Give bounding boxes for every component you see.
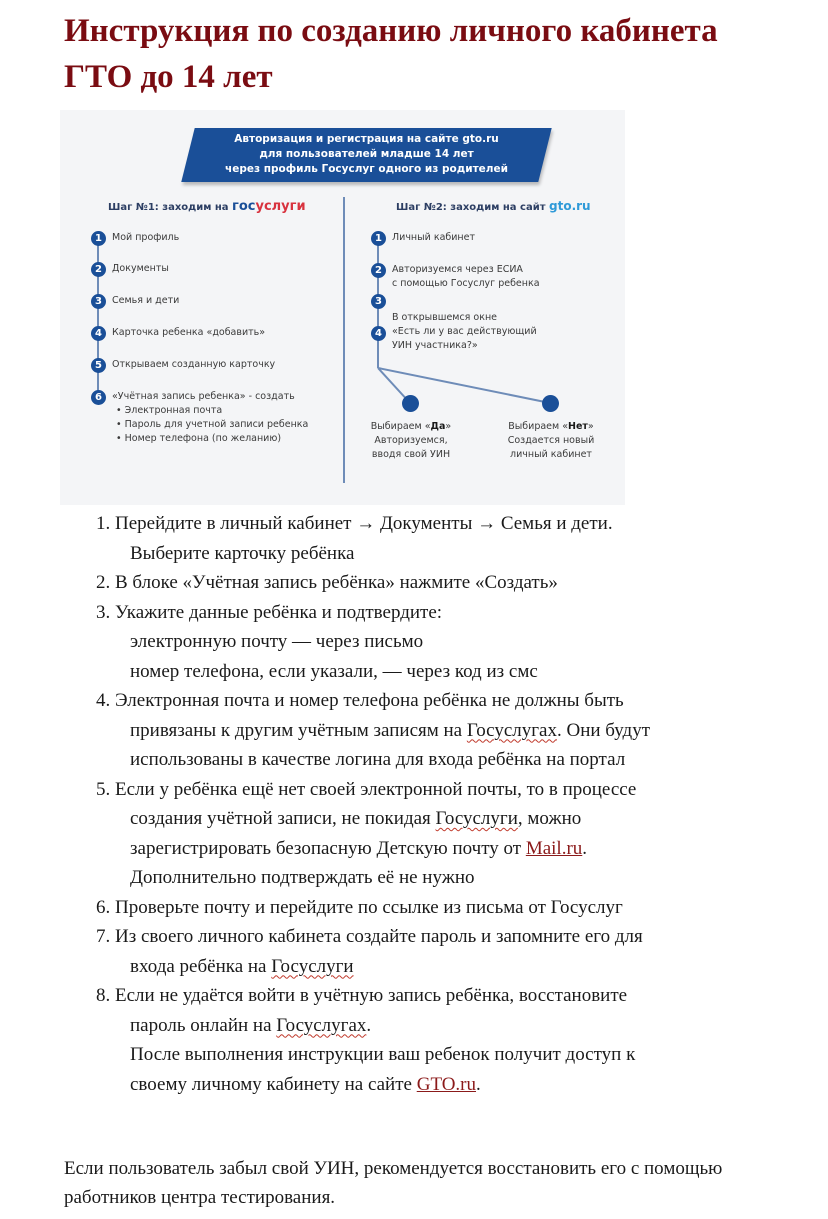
mail-ru-link[interactable]: Mail.ru (525, 837, 583, 859)
step-number-icon: 4 (371, 326, 386, 341)
instruction-line (96, 716, 796, 746)
step2-heading-text: Шаг №2: заходим на сайт (396, 202, 549, 213)
instruction-line (96, 1070, 796, 1100)
instruction-line (96, 1011, 796, 1041)
instruction-line: 1. Перейдите в личный кабинет → Документы → Семья и дети. (96, 513, 613, 534)
instruction-line: 3. Укажите данные ребёнка и подтвердите: (96, 601, 443, 623)
step-number-icon: 3 (91, 294, 106, 309)
spellcheck-word: Госуслуги (271, 955, 354, 977)
step1-bullet: • Номер телефона (по желанию) (116, 433, 282, 444)
choice-no-desc-2: личный кабинет (510, 449, 592, 460)
instruction-line (96, 834, 796, 864)
choice-yes-dot-icon (402, 395, 419, 412)
text-fragment: . (476, 1073, 481, 1095)
instruction-line: электронную почту — через письмо (130, 631, 424, 652)
instruction-line: 4. Электронная почта и номер телефона ребёнка не должны быть (96, 690, 624, 711)
choice-no-prefix: Выбираем « (508, 421, 569, 432)
instruction-line (96, 952, 796, 982)
step-number-icon: 1 (91, 231, 106, 246)
text-fragment: , можно (517, 808, 582, 829)
gosuslugi-logo-part1: гос (232, 199, 256, 214)
choice-yes-suffix: » (445, 421, 452, 432)
instruction-item (96, 598, 796, 687)
banner-line-3: через профиль Госуслуг одного из родителей (225, 163, 508, 175)
choice-yes-desc-1: Авторизуемся, (374, 435, 448, 446)
step1-item: Семья и дети (112, 295, 180, 306)
choice-no-dot-icon (542, 395, 559, 412)
choice-no (496, 420, 606, 462)
step-number-icon: 5 (91, 358, 106, 373)
step1-item: «Учётная запись ребенка» - создать (112, 391, 295, 402)
instruction-item (96, 981, 796, 1099)
instruction-item (96, 568, 796, 598)
instruction-line (96, 804, 796, 834)
step2-item: с помощью Госуслуг ребенка (392, 278, 540, 289)
step2-item: УИН участника?» (392, 340, 478, 351)
banner-line-1: Авторизация и регистрация на сайте gto.ru (234, 133, 499, 145)
gosuslugi-logo-part2: услуги (255, 199, 306, 214)
instruction-line: После выполнения инструкции ваш ребенок получит доступ к (130, 1044, 636, 1065)
text-fragment: пароль онлайн на (130, 1014, 277, 1036)
instruction-line: 2. В блоке «Учётная запись ребёнка» нажмите «Создать» (96, 572, 558, 593)
spellcheck-word: Госуслугах (466, 719, 557, 741)
step2-item: «Есть ли у вас действующий (392, 326, 537, 337)
step1-item: Документы (112, 263, 169, 274)
choice-yes-label: Да (430, 421, 446, 432)
banner-line-2: для пользователей младше 14 лет (259, 148, 474, 160)
instruction-item (96, 922, 796, 981)
text-fragment: создания учётной записи, не покидая (130, 808, 436, 829)
step-number-icon: 2 (371, 263, 386, 278)
gto-ru-link[interactable]: GTO.ru (416, 1073, 477, 1095)
step1-bullet: • Пароль для учетной записи ребенка (116, 419, 309, 430)
text-fragment: зарегистрировать безопасную Детскую почту от (130, 837, 526, 859)
instruction-line: 5. Если у ребёнка ещё нет своей электронной почты, то в процессе (96, 778, 637, 800)
instruction-line: использованы в качестве логина для входа ребёнка на портал (130, 749, 626, 770)
instruction-line: номер телефона, если указали, — через код из смс (130, 660, 538, 682)
instruction-line: 7. Из своего личного кабинета создайте пароль и запомните его для (96, 926, 643, 947)
text-fragment: . (582, 837, 588, 859)
step1-item: Карточка ребенка «добавить» (112, 327, 266, 338)
instruction-item (96, 893, 796, 923)
instruction-line: 6. Проверьте почту и перейдите по ссылке из письма от Госуслуг (96, 896, 623, 918)
instruction-line: Дополнительно подтверждать её не нужно (130, 867, 475, 888)
registration-infographic (60, 110, 625, 505)
step-number-icon: 3 (371, 294, 386, 309)
choice-no-desc-1: Создается новый (507, 435, 595, 446)
text-fragment: своему личному кабинету на сайте (130, 1073, 417, 1095)
text-fragment: . Они будут (557, 719, 651, 741)
step2-item: Авторизуемся через ЕСИА (392, 264, 523, 275)
page-title: Инструкция по созданию личного кабинета ГТО до 14 лет (64, 13, 718, 95)
step1-item: Мой профиль (112, 232, 180, 243)
text-fragment: привязаны к другим учётным записям на (130, 719, 467, 741)
text-fragment: . (366, 1014, 372, 1036)
choice-yes (356, 420, 466, 462)
instruction-line: 8. Если не удаётся войти в учётную запись ребёнка, восстановите (96, 985, 628, 1006)
spellcheck-word: Госуслуги (435, 808, 518, 829)
gto-logo: gto.ru (549, 199, 591, 213)
text-fragment: входа ребёнка на (130, 955, 272, 977)
step-number-icon: 4 (91, 326, 106, 341)
spellcheck-word: Госуслугах (276, 1014, 367, 1036)
step1-item: Открываем созданную карточку (112, 359, 276, 370)
step2-item: В открывшемся окне (392, 312, 498, 323)
instruction-line: Выберите карточку ребёнка (130, 542, 355, 564)
footer-note: Если пользователь забыл свой УИН, рекомендуется восстановить его с помощью работников центра тестирования. (64, 1158, 723, 1208)
step2-item: Личный кабинет (392, 232, 476, 243)
instruction-list (96, 509, 796, 1099)
instruction-item (96, 509, 796, 568)
choice-yes-desc-2: вводя свой УИН (371, 449, 451, 460)
step1-heading-text: Шаг №1: заходим на (108, 202, 233, 213)
instruction-item (96, 775, 796, 893)
choice-no-label: Нет (568, 421, 588, 432)
step-number-icon: 1 (371, 231, 386, 246)
choice-yes-prefix: Выбираем « (370, 421, 431, 432)
step1-bullet: • Электронная почта (116, 405, 223, 416)
choice-no-suffix: » (587, 421, 594, 432)
step-number-icon: 2 (91, 262, 106, 277)
step-number-icon: 6 (91, 390, 106, 405)
instruction-item (96, 686, 796, 775)
